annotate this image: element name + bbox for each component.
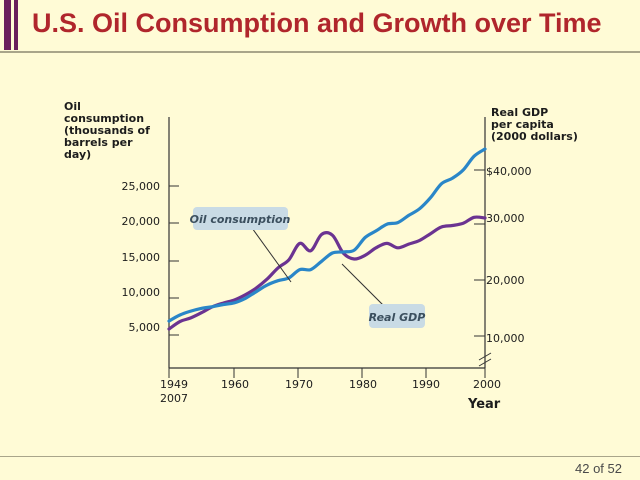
left-tick-label: 5,000 [128,321,160,334]
callout-leader-line [342,264,384,306]
left-axis-label-line: (thousands of [64,124,150,137]
x-tick-label: 1949 [160,378,188,391]
callout-label: Real GDP [368,311,426,324]
right-tick-label: 10,000 [486,332,525,345]
x-tick-label: 1960 [221,378,249,391]
x-tick-label: 1980 [349,378,377,391]
right-tick-label: 20,000 [486,274,525,287]
left-axis-label-line: barrels per [64,136,133,149]
page-number: 42 of 52 [575,461,622,476]
callout-real-gdp [342,264,425,328]
right-tick-label: 30,000 [486,212,525,225]
x-tick-label: 1990 [412,378,440,391]
slide-title: U.S. Oil Consumption and Growth over Time [32,8,602,38]
x-tick-label: 2000 [473,378,501,391]
right-tick-label: $40,000 [486,165,532,178]
left-axis-ticks [122,180,180,335]
left-tick-label: 25,000 [121,180,160,193]
left-axis-label-line: Oil [64,100,81,113]
left-tick-label: 20,000 [121,215,160,228]
left-tick-label: 10,000 [121,286,160,299]
left-axis-label-line: day) [64,148,92,161]
left-axis-label [64,100,154,161]
right-axis-label-line: per capita [491,118,554,131]
series-line-oil-consumption [169,217,485,329]
series-line-real-gdp [169,149,485,321]
left-tick-label: 15,000 [121,251,160,264]
right-axis-label-line: Real GDP [491,106,549,119]
x-tick-label: 1970 [285,378,313,391]
x-axis-title: Year [468,397,501,412]
right-axis-label [491,106,578,143]
footer-divider [0,456,640,457]
right-axis-label-line: (2000 dollars) [491,130,578,143]
callout-label: Oil consumption [189,213,291,226]
x-axis-ticks [160,368,501,405]
left-axis-label-line: consumption [64,112,145,125]
right-axis-ticks [474,165,532,345]
x-extra-label: 2007 [160,392,188,405]
